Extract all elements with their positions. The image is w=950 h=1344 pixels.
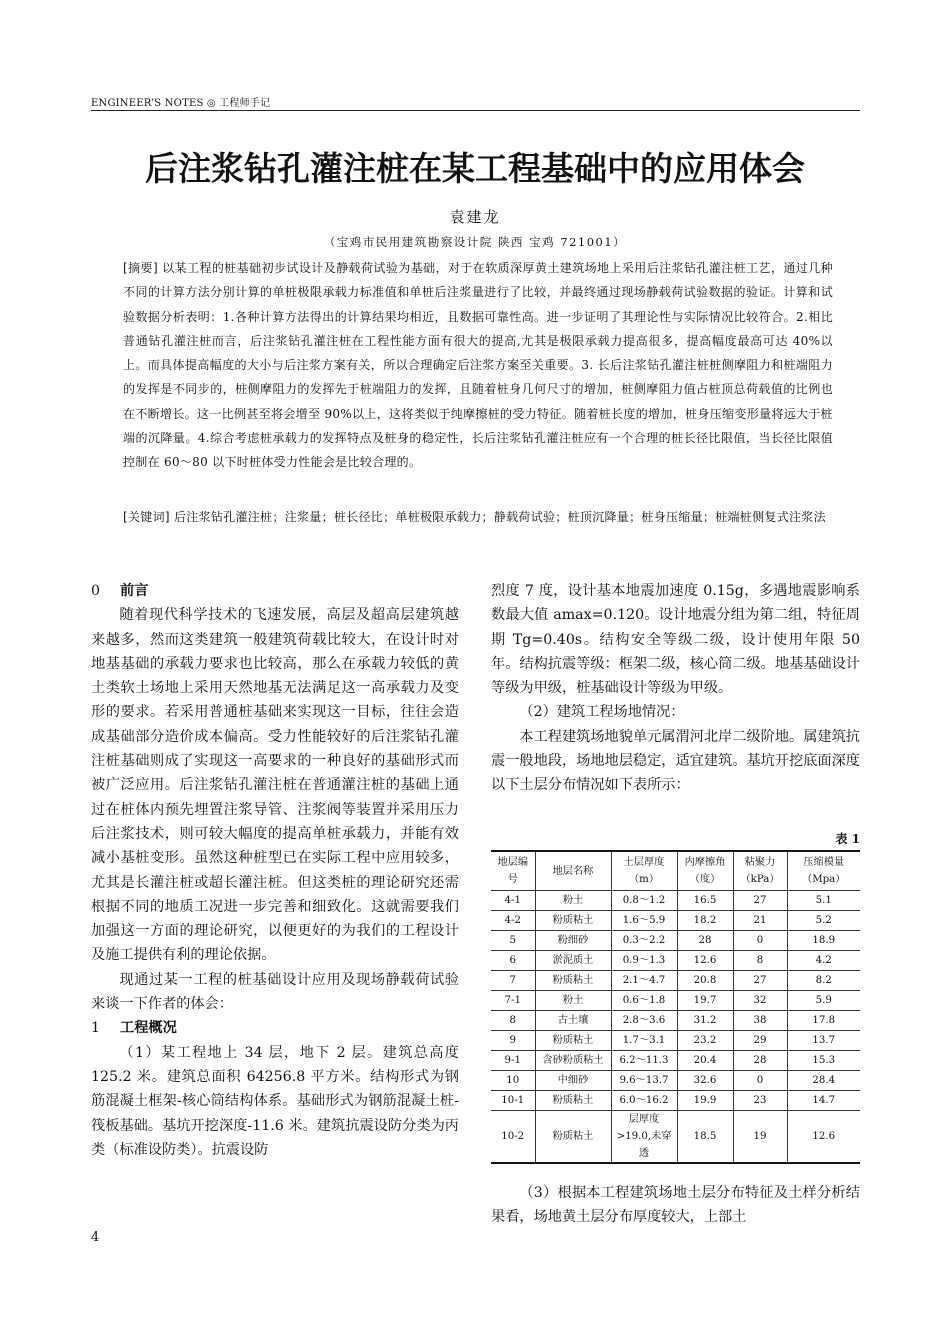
table-caption: 表 1	[835, 832, 860, 846]
table-cell: 粉质粘土	[535, 1091, 611, 1111]
table-cell: 7	[491, 971, 535, 991]
paragraph: 随着现代科学技术的飞速发展，高层及超高层建筑越来越多，然而这类建筑一般建筑荷载比较大，在设计时对地基基础的承载力要求也比较高，那么在承载力较低的黄土类软土场地上采用天然地基无法满足这一高承载力及变形的要求。若采用普通桩基础来实现这一目标，往往会造成基础部分造价成本偏高。受力性能较好的后注浆钻孔灌注桩基础则成了实现这一高要求的一种良好的基础形式而被广泛应用。后注浆钻孔灌注桩在普通灌注桩的基础上通过在桩体内预先埋置注浆导管、注浆阀等装置并采用压力后注浆技术，则可较大幅度的提高单桩承载力，并能有效减小基桩变形。虽然这种桩型已在实际工程中应用较多，尤其是长灌注桩或超长灌注桩。但这类桩的理论研究还需根据不同的地质工况进一步完善和细致化。这就需要我们加强这一方面的理论研究，以便更好的为我们的工程设计及施工提供有利的理论依据。	[91, 607, 459, 964]
table-cell: 10	[491, 1071, 535, 1091]
table-cell: 32	[733, 991, 787, 1011]
table-cell: 32.6	[677, 1071, 733, 1091]
table-row	[491, 891, 860, 911]
column-header: 粘聚力（kPa）	[733, 851, 787, 891]
paragraph: 本工程建筑场地貌单元属渭河北岸二级阶地。属建筑抗震一般地段，场地地层稳定，适宜建筑。基坑开挖底面深度以下土层分布情况如下表所示：	[491, 728, 860, 794]
table-cell: 28	[677, 931, 733, 951]
table-cell: 20.8	[677, 971, 733, 991]
table-cell: 10-1	[491, 1091, 535, 1111]
table-cell: 7-1	[491, 991, 535, 1011]
table-cell: 16.5	[677, 891, 733, 911]
table-cell: 9.6～13.7	[611, 1071, 677, 1091]
paragraph: （3）根据本工程建筑场地土层分布特征及土样分析结果看，场地黄土层分布厚度较大，上部土	[491, 1185, 860, 1226]
table-cell: 4-1	[491, 891, 535, 911]
table-header-row	[491, 851, 860, 891]
table-cell: 淤泥质土	[535, 951, 611, 971]
table-cell: 5	[491, 931, 535, 951]
table-cell: 6.0～16.2	[611, 1091, 677, 1111]
table-cell: 12.6	[677, 951, 733, 971]
table-cell: 5.2	[787, 911, 860, 931]
table-cell: 18.5	[677, 1111, 733, 1164]
right-column	[491, 579, 860, 798]
table-cell: 19.7	[677, 991, 733, 1011]
table-cell: 31.2	[677, 1011, 733, 1031]
table-cell: 23	[733, 1091, 787, 1111]
table-cell: 10-2	[491, 1111, 535, 1164]
table-cell: 15.3	[787, 1051, 860, 1071]
table-cell: 0.6～1.8	[611, 991, 677, 1011]
table-cell: 28.4	[787, 1071, 860, 1091]
section-heading-overview	[91, 1016, 459, 1040]
section-number: 1	[91, 1020, 101, 1037]
keywords-text: 后注浆钻孔灌注桩；注浆量；桩长径比；单桩极限承载力；静载荷试验；桩顶沉降量；桩身压缩量；桩端桩侧复式注浆法	[174, 510, 826, 524]
table-cell: 23.2	[677, 1031, 733, 1051]
table-cell: 17.8	[787, 1011, 860, 1031]
table-cell: 8	[491, 1011, 535, 1031]
table-row	[491, 1011, 860, 1031]
column-header: 地层名称	[535, 851, 611, 891]
table-cell: 含砂粉质粘土	[535, 1051, 611, 1071]
table-cell: 粉土	[535, 991, 611, 1011]
table-cell: 13.7	[787, 1031, 860, 1051]
abstract-text: 以某工程的桩基础初步试设计及静载荷试验为基础，对于在软质深厚黄土建筑场地上采用后注浆钻孔灌注桩工艺，通过几种不同的计算方法分别计算的单桩极限承载力标准值和单桩后注浆量进行了比较，并最终通过现场静载荷试验数据的验证。计算和试验数据分析表明：1.各种计算方法得出的计算结果均相近，且数据可靠性高。进一步证明了其理论性与实际情况比较符合。2.相比普通钻孔灌注桩而言，后注浆钻孔灌注桩在工程性能方面有很大的提高,尤其是极限承载力提高很多，提高幅度最高可达 40%以上。而具体提高幅度的大小与后注浆方案有关，所以合理确定后注浆方案至关重要。3. 长后注浆钻孔灌注桩桩侧摩阻力和桩端阻力的发挥是不同步的，桩侧摩阻力的发挥先于桩端阻力的发挥，且随着桩身几何尺寸的增加，桩侧摩阻力值占桩顶总荷载值的比例也在不断增长。这一比例甚至将会增至 90%以上，这将类似于纯摩擦桩的受力特征。随着桩长度的增加，桩身压缩变形量将远大于桩端的沉降量。4.综合考虑桩承载力的发挥特点及桩身的稳定性，长后注浆钻孔灌注桩应有一个合理的桩长径比限值，当长径比限值控制在 60～80 以下时桩体受力性能会是比较合理的。	[123, 261, 833, 470]
table-cell: 中细砂	[535, 1071, 611, 1091]
table-cell: 层厚度>19.0,未穿透	[611, 1111, 677, 1164]
column-header: 地层编号	[491, 851, 535, 891]
table-cell: 2.8～3.6	[611, 1011, 677, 1031]
table-cell: 8	[733, 951, 787, 971]
table-cell: 4.2	[787, 951, 860, 971]
left-column	[91, 579, 459, 1162]
soil-layer-table	[491, 850, 860, 1164]
section-title: 前言	[120, 583, 149, 599]
table-cell: 5.9	[787, 991, 860, 1011]
table-row	[491, 1031, 860, 1051]
section-heading-intro	[91, 579, 459, 603]
column-header: 内摩擦角（度）	[677, 851, 733, 891]
right-column-continued	[491, 1181, 860, 1230]
column-header: 压缩模量（Mpa）	[787, 851, 860, 891]
table-cell: 1.6～5.9	[611, 911, 677, 931]
table-cell: 古土壤	[535, 1011, 611, 1031]
table-row	[491, 1111, 860, 1164]
table-cell: 0.9～1.3	[611, 951, 677, 971]
paragraph: 烈度 7 度，设计基本地震加速度 0.15g，多遇地震影响系数最大值 amax=0.120。设计地震分组为第二组，特征周期 Tg=0.40s。结构安全等级二级，设计使用年限 50 年。结构抗震等级：框架二级，核心筒二级。地基基础设计等级为甲级，桩基础设计等级为甲级。	[491, 583, 860, 697]
table-cell: 14.7	[787, 1091, 860, 1111]
table-row	[491, 911, 860, 931]
table-cell: 29	[733, 1031, 787, 1051]
table-cell: 粉质粘土	[535, 911, 611, 931]
abstract	[123, 256, 833, 475]
table-cell: 38	[733, 1011, 787, 1031]
table-cell: 18.9	[787, 931, 860, 951]
table-row	[491, 1091, 860, 1111]
running-header: ENGINEER’S NOTES ◎ 工程师手记	[91, 98, 271, 109]
abstract-label: [摘要]	[123, 261, 158, 275]
table-row	[491, 951, 860, 971]
table-cell: 9	[491, 1031, 535, 1051]
table-cell: 6.2～11.3	[611, 1051, 677, 1071]
header-divider	[91, 110, 860, 111]
table-cell: 12.6	[787, 1111, 860, 1164]
table-cell: 20.4	[677, 1051, 733, 1071]
paragraph: （1）某工程地上 34 层，地下 2 层。建筑总高度 125.2 米。建筑总面积 64256.8 平方米。结构形式为钢筋混凝土框架-核心筒结构体系。基础形式为钢筋混凝土桩-筏板基础。基坑开挖深度-11.6 米。建筑抗震设防分类为丙类（标准设防类）。抗震设防	[91, 1044, 459, 1158]
table-cell: 粉质粘土	[535, 1031, 611, 1051]
table-cell: 粉细砂	[535, 931, 611, 951]
table-cell: 2.1～4.7	[611, 971, 677, 991]
table-cell: 5.1	[787, 891, 860, 911]
table-cell: 18.2	[677, 911, 733, 931]
table-cell: 28	[733, 1051, 787, 1071]
table-cell: 6	[491, 951, 535, 971]
table-cell: 1.7～3.1	[611, 1031, 677, 1051]
section-title: 工程概况	[120, 1020, 177, 1037]
table-cell: 粉土	[535, 891, 611, 911]
author-affiliation: （宝鸡市民用建筑勘察设计院 陕西 宝鸡 721001）	[323, 235, 627, 249]
section-number: 0	[91, 583, 101, 599]
paper-title: 后注浆钻孔灌注桩在某工程基础中的应用体会	[145, 149, 805, 188]
table-cell: 0	[733, 1071, 787, 1091]
table-cell: 粉质粘土	[535, 1111, 611, 1164]
table-row	[491, 1071, 860, 1091]
paragraph: （2）建筑工程场地情况：	[519, 704, 685, 721]
keywords	[123, 505, 833, 529]
table-cell: 4-2	[491, 911, 535, 931]
table-cell: 19	[733, 1111, 787, 1164]
table-cell: 21	[733, 911, 787, 931]
column-header: 土层厚度（m）	[611, 851, 677, 891]
keywords-label: [关键词]	[123, 510, 170, 524]
table-cell: 粉质粘土	[535, 971, 611, 991]
table-cell: 0.3～2.2	[611, 931, 677, 951]
table-cell: 9-1	[491, 1051, 535, 1071]
page-number: 4	[91, 1230, 100, 1245]
table-cell: 19.9	[677, 1091, 733, 1111]
table-row	[491, 991, 860, 1011]
table-cell: 0	[733, 931, 787, 951]
paragraph: 现通过某一工程的桩基础设计应用及现场静载荷试验来谈一下作者的体会：	[91, 971, 459, 1013]
table-cell: 0.8～1.2	[611, 891, 677, 911]
table-cell: 8.2	[787, 971, 860, 991]
table-row	[491, 931, 860, 951]
table-cell: 27	[733, 891, 787, 911]
author-name: 袁建龙	[449, 208, 501, 226]
table-row	[491, 971, 860, 991]
table-row	[491, 1051, 860, 1071]
table-cell: 27	[733, 971, 787, 991]
